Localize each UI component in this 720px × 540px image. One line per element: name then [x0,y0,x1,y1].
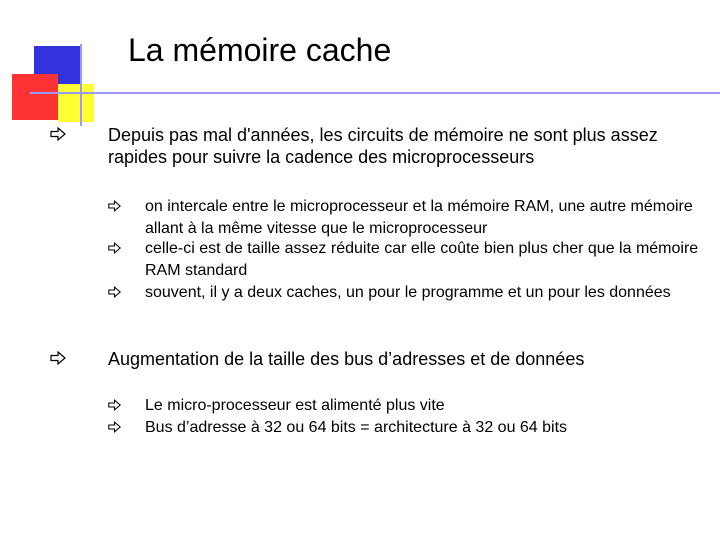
decoration-vertical-line [80,44,82,126]
sub-bullet-2-1 [108,395,700,417]
bullet-2 [46,348,688,370]
bullet-2-text: Augmentation de la taille des bus d’adresses et de données [108,349,585,369]
sub-bullet-1-1-text: on intercale entre le microprocesseur et la mémoire RAM, une autre mémoire allant à la même vitesse que le microprocesseur [145,198,693,237]
arrow-bullet-icon [108,421,145,433]
sub-bullet-2-1-text: Le micro-processeur est alimenté plus vite [145,397,445,414]
arrow-bullet-icon [46,127,108,141]
sub-bullet-1-2-text: celle-ci est de taille assez réduite car elle coûte bien plus cher que la mémoire RAM standard [145,240,699,279]
sub-bullet-1-2 [108,238,700,282]
decoration-horizontal-line [30,92,720,94]
sub-bullet-2-2 [108,417,700,439]
bullet-1-text: Depuis pas mal d'années, les circuits de mémoire ne sont plus assez rapides pour suivre la cadence des microprocesseurs [108,125,658,167]
arrow-bullet-icon [108,200,145,212]
arrow-bullet-icon [108,286,145,298]
arrow-bullet-icon [108,399,145,411]
arrow-bullet-icon [46,351,108,365]
sub-bullet-1-1 [108,196,700,240]
sub-bullet-1-3-text: souvent, il y a deux caches, un pour le programme et un pour les données [145,284,671,301]
slide-title: La mémoire cache [128,32,392,68]
arrow-bullet-icon [108,242,145,254]
sub-bullet-1-3 [108,282,700,304]
decoration-red-square [12,74,58,120]
sub-bullet-2-2-text: Bus d’adresse à 32 ou 64 bits = architecture à 32 ou 64 bits [145,419,568,436]
bullet-1 [46,124,688,168]
decoration-yellow-square [58,84,94,122]
